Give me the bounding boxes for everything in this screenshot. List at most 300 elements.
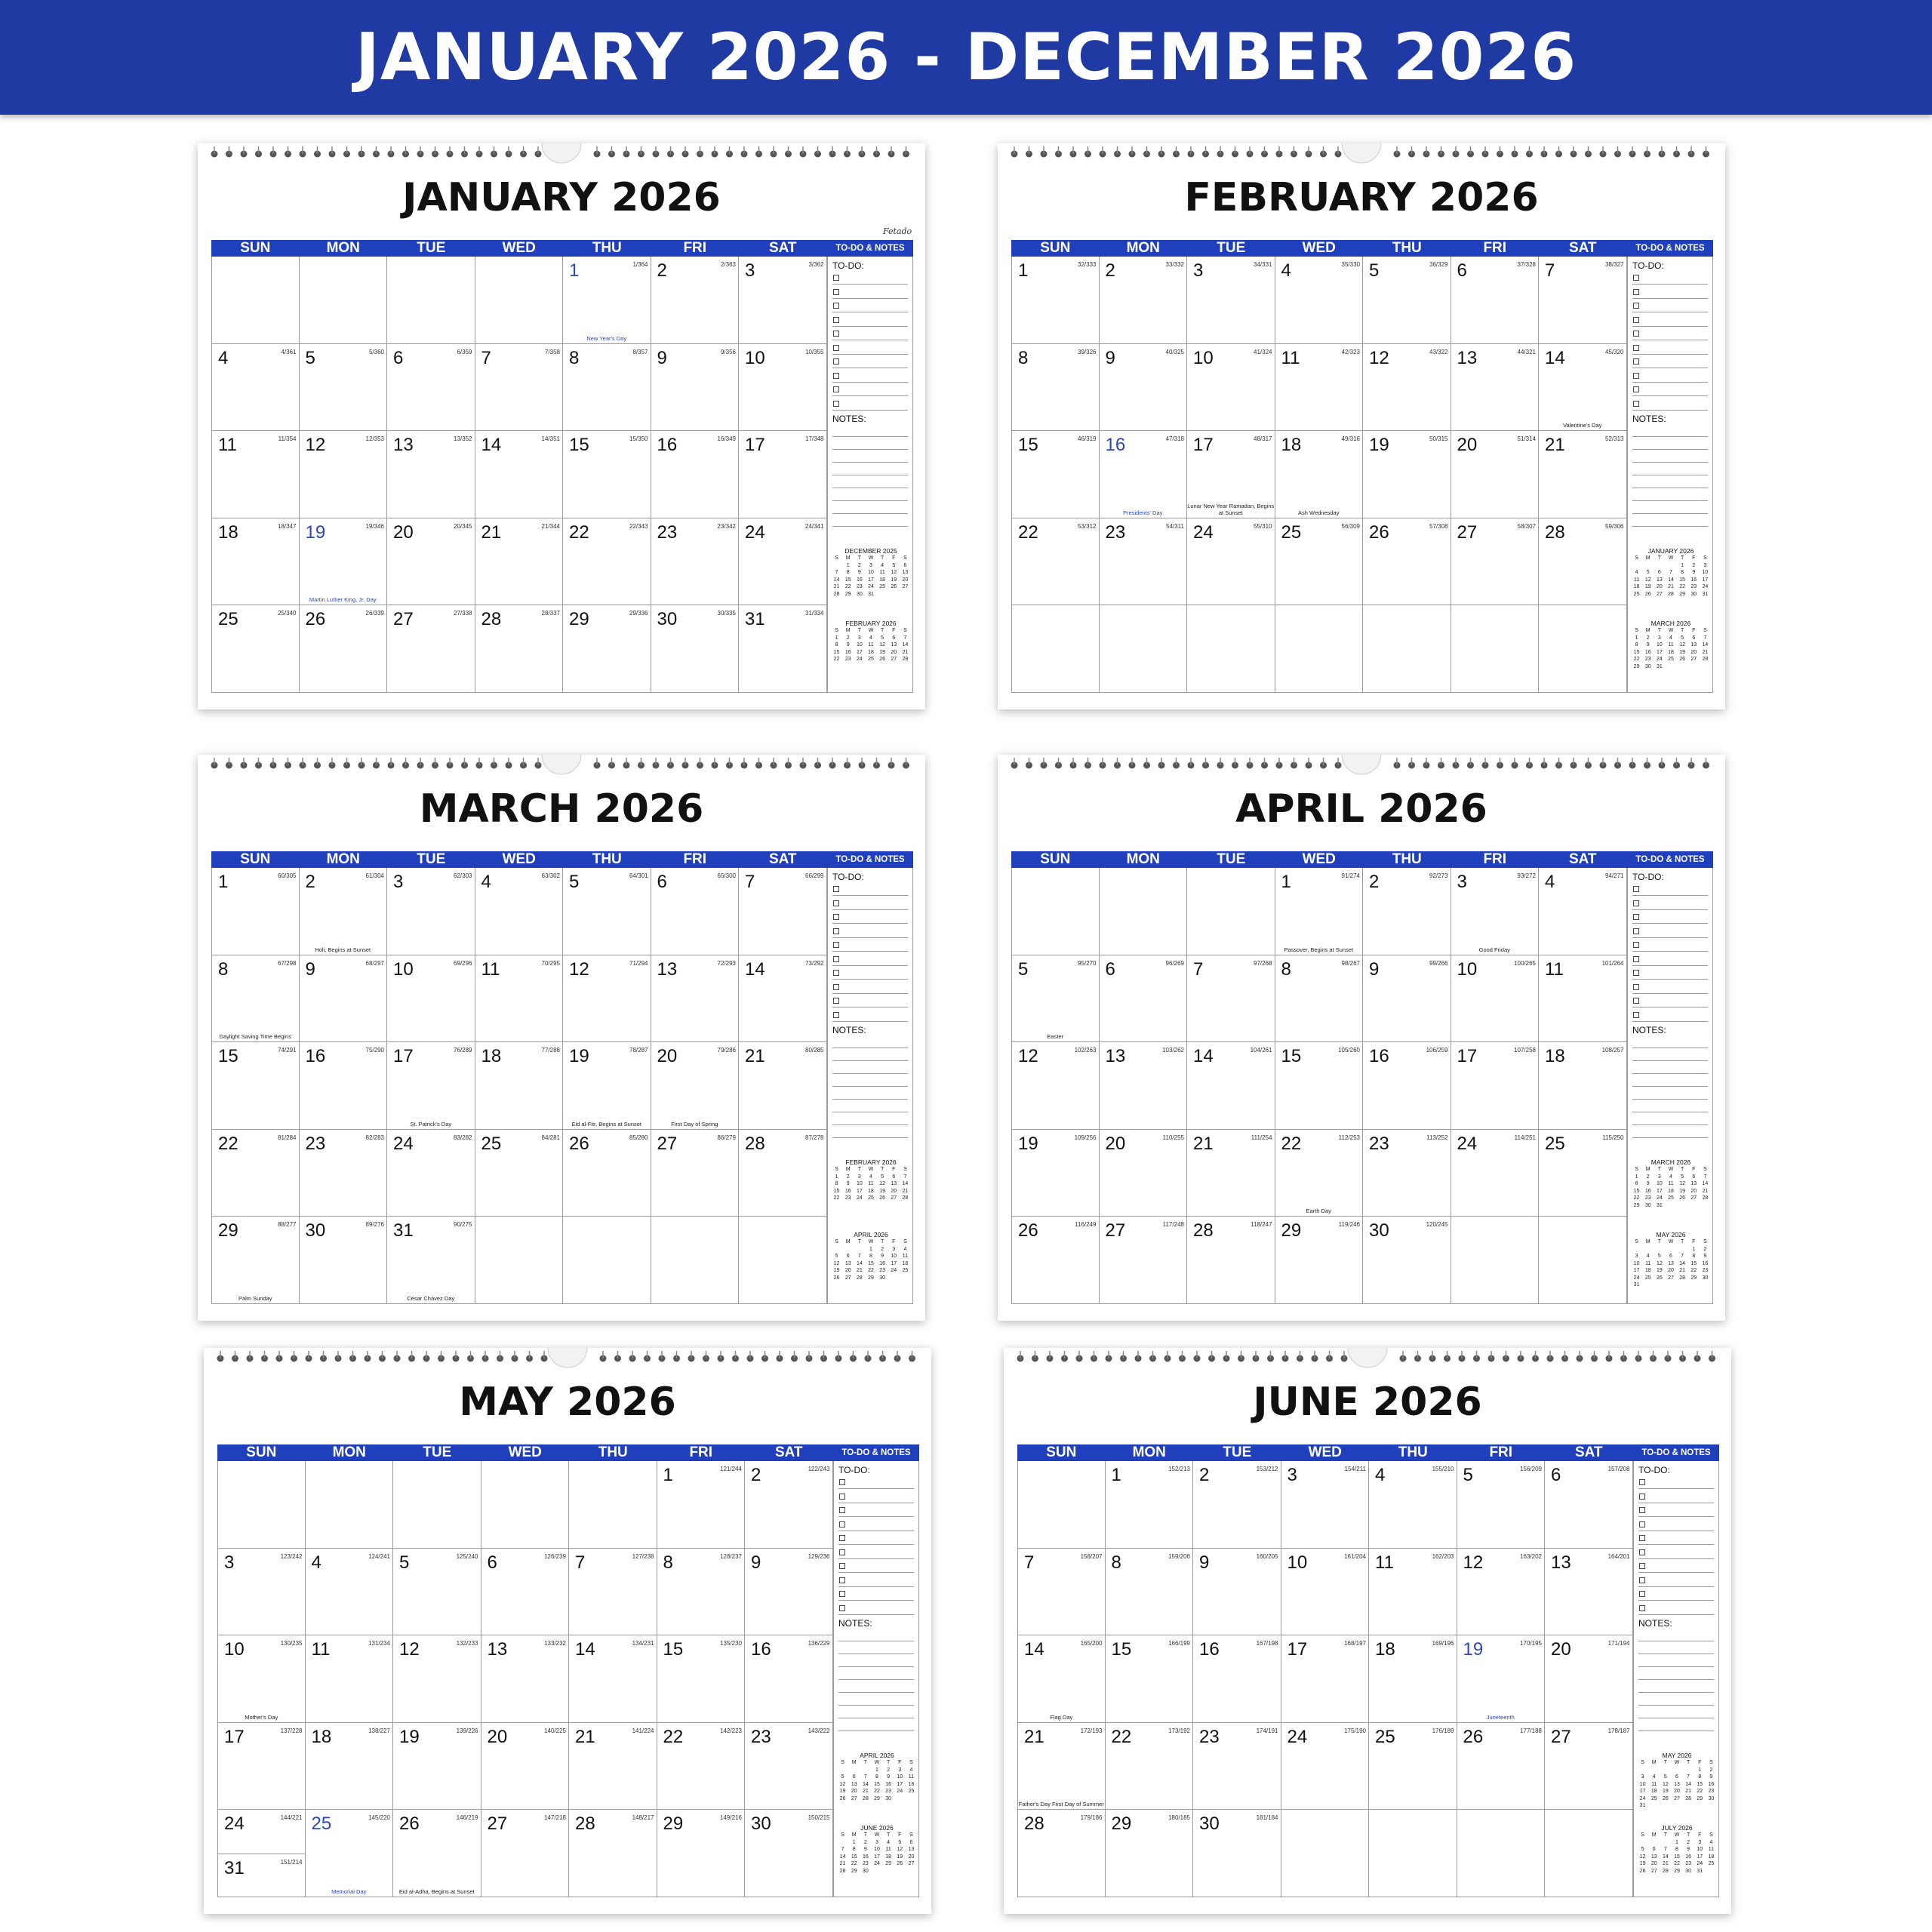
- mini-day: 25: [868, 1195, 874, 1201]
- checkbox-icon[interactable]: [1633, 303, 1639, 309]
- checkbox-icon[interactable]: [833, 275, 839, 281]
- note-line[interactable]: [838, 1666, 914, 1667]
- note-line[interactable]: [1638, 1679, 1714, 1680]
- day-cell: [481, 1635, 570, 1723]
- todo-item[interactable]: [832, 370, 908, 383]
- checkbox-icon[interactable]: [1633, 331, 1639, 337]
- todo-item[interactable]: [1638, 1560, 1714, 1573]
- checkbox-icon[interactable]: [1639, 1577, 1645, 1583]
- mini-day: 1: [1698, 1767, 1702, 1773]
- note-line[interactable]: [832, 1086, 908, 1087]
- todo-item[interactable]: [1632, 342, 1708, 355]
- checkbox-icon[interactable]: [1639, 1507, 1645, 1513]
- mini-day: [888, 1275, 900, 1282]
- checkbox-icon[interactable]: [833, 956, 839, 962]
- checkbox-icon[interactable]: [1633, 914, 1639, 920]
- day-slot: [1451, 955, 1539, 1043]
- note-line[interactable]: [1638, 1705, 1714, 1706]
- note-line[interactable]: [1632, 1124, 1708, 1125]
- todo-item[interactable]: [1638, 1588, 1714, 1601]
- mini-calendar: [831, 547, 911, 598]
- mini-day: 14: [856, 1260, 863, 1266]
- checkbox-icon[interactable]: [1633, 345, 1639, 351]
- todo-item[interactable]: [832, 925, 908, 938]
- day-cell: [475, 431, 564, 518]
- checkbox-icon[interactable]: [1633, 358, 1639, 365]
- day-number: 28: [1193, 1220, 1214, 1241]
- day-of-year: 39/326: [1078, 348, 1097, 355]
- todo-item[interactable]: [1632, 953, 1708, 966]
- todo-item[interactable]: [832, 383, 908, 396]
- checkbox-icon[interactable]: [1633, 998, 1639, 1004]
- mini-day: 9: [863, 1847, 867, 1852]
- month-title: MARCH 2026: [419, 786, 704, 832]
- checkbox-icon[interactable]: [839, 1479, 845, 1485]
- day-slot: [1100, 1130, 1187, 1217]
- day-slot: [563, 257, 651, 344]
- day-slot: [651, 1130, 739, 1217]
- day-cell: [1363, 1217, 1451, 1304]
- weekday-label: SUN: [1046, 1444, 1077, 1460]
- day-of-year: 158/207: [1080, 1552, 1103, 1560]
- day-cell: [1275, 1217, 1364, 1304]
- day-cell: [1193, 1635, 1281, 1723]
- todo-item[interactable]: [832, 967, 908, 980]
- todo-item[interactable]: [1632, 383, 1708, 396]
- mini-day: 24: [1656, 657, 1663, 662]
- day-slot: [387, 1217, 475, 1304]
- checkbox-icon[interactable]: [1633, 984, 1639, 990]
- day-of-year: 14/351: [541, 435, 560, 443]
- day-number: 6: [1457, 260, 1467, 281]
- todo-item[interactable]: [1632, 883, 1708, 896]
- day-of-year: 142/223: [720, 1727, 742, 1734]
- day-cell: [387, 955, 475, 1043]
- mini-day: 18: [908, 1781, 915, 1787]
- note-line[interactable]: [1638, 1730, 1714, 1731]
- day-cell: [745, 1635, 833, 1723]
- todo-item[interactable]: [1632, 314, 1708, 327]
- mini-weekday: T: [1657, 1167, 1661, 1172]
- todo-item[interactable]: [832, 995, 908, 1008]
- day-slot: [739, 1130, 826, 1217]
- todo-item[interactable]: [832, 272, 908, 285]
- day-number: 27: [393, 609, 414, 630]
- todo-item[interactable]: [1638, 1491, 1714, 1503]
- mini-day: 13: [902, 570, 909, 575]
- day-of-year: 53/312: [1078, 522, 1097, 530]
- mini-week-row: [1631, 1281, 1711, 1289]
- day-cell: [739, 431, 827, 518]
- day-number: 26: [569, 1133, 589, 1154]
- day-slot: [218, 1723, 305, 1810]
- todo-item[interactable]: [838, 1504, 914, 1517]
- mini-day: 20: [1690, 1188, 1697, 1194]
- note-line[interactable]: [1632, 513, 1708, 514]
- mini-weekday: T: [1680, 1167, 1684, 1172]
- todo-item[interactable]: [832, 328, 908, 340]
- day-slot: [745, 1810, 832, 1897]
- mini-day: [1700, 1281, 1711, 1289]
- day-number: 24: [224, 1814, 245, 1835]
- day-slot: [1281, 1723, 1369, 1810]
- checkbox-icon[interactable]: [833, 386, 839, 392]
- day-number: 1: [663, 1465, 673, 1485]
- day-cell: [569, 1635, 657, 1723]
- checkbox-icon[interactable]: [839, 1507, 845, 1513]
- mini-week-row: [831, 649, 911, 657]
- mini-day: 11: [1708, 1847, 1715, 1852]
- checkbox-icon[interactable]: [833, 289, 839, 295]
- mini-weekday: F: [1692, 1239, 1696, 1244]
- checkbox-icon[interactable]: [833, 998, 839, 1004]
- mini-day: 8: [852, 1847, 856, 1852]
- todo-item[interactable]: [1632, 272, 1708, 285]
- mini-day: [906, 1868, 917, 1875]
- mini-week-row: [831, 1267, 911, 1275]
- weekday-label: TUE: [417, 851, 446, 867]
- checkbox-icon[interactable]: [833, 970, 839, 976]
- checkbox-icon[interactable]: [833, 331, 839, 337]
- day-slot: [475, 431, 563, 518]
- checkbox-icon[interactable]: [839, 1591, 845, 1597]
- note-line[interactable]: [832, 1099, 908, 1100]
- mini-day: 30: [1644, 1202, 1651, 1208]
- checkbox-icon[interactable]: [839, 1535, 845, 1541]
- checkbox-icon[interactable]: [1639, 1535, 1645, 1541]
- note-line[interactable]: [1632, 1086, 1708, 1087]
- day-of-year: 69/296: [454, 959, 472, 967]
- day-slot: [651, 605, 739, 693]
- checkbox-icon[interactable]: [1633, 289, 1639, 295]
- day-of-year: 129/236: [808, 1552, 830, 1560]
- day-cell: [1100, 518, 1188, 606]
- todo-item[interactable]: [1632, 967, 1708, 980]
- checkbox-icon[interactable]: [1633, 928, 1639, 934]
- mini-week-row: [837, 1868, 917, 1875]
- day-number: 28: [575, 1814, 595, 1835]
- note-line[interactable]: [832, 500, 908, 501]
- note-line[interactable]: [838, 1679, 914, 1680]
- checkbox-icon[interactable]: [833, 373, 839, 379]
- note-line[interactable]: [838, 1692, 914, 1693]
- checkbox-icon[interactable]: [833, 358, 839, 365]
- mini-day: 19: [1662, 1789, 1669, 1794]
- day-of-year: 9/356: [720, 348, 736, 355]
- note-line[interactable]: [1632, 1137, 1708, 1138]
- note-line[interactable]: [832, 513, 908, 514]
- todo-item[interactable]: [838, 1560, 914, 1573]
- checkbox-icon[interactable]: [1639, 1479, 1645, 1485]
- month-title: JANUARY 2026: [402, 175, 721, 220]
- todo-item[interactable]: [838, 1491, 914, 1503]
- checkbox-icon[interactable]: [839, 1577, 845, 1583]
- checkbox-icon[interactable]: [833, 942, 839, 948]
- note-line[interactable]: [1632, 1060, 1708, 1061]
- note-line[interactable]: [832, 1060, 908, 1061]
- todo-item[interactable]: [1632, 398, 1708, 411]
- todo-item[interactable]: [1632, 995, 1708, 1008]
- todo-item[interactable]: [1632, 925, 1708, 938]
- todo-item[interactable]: [838, 1518, 914, 1531]
- mini-day: 3: [892, 1246, 896, 1252]
- todo-item[interactable]: [1638, 1504, 1714, 1517]
- todo-item[interactable]: [832, 911, 908, 924]
- mini-day: 16: [1708, 1781, 1715, 1787]
- checkbox-icon[interactable]: [833, 303, 839, 309]
- day-of-year: 126/239: [544, 1552, 566, 1560]
- todo-item[interactable]: [832, 342, 908, 355]
- todo-item[interactable]: [832, 300, 908, 312]
- day-number: 21: [1024, 1726, 1044, 1747]
- weekday-label: SUN: [1040, 240, 1071, 256]
- day-number: 12: [569, 958, 589, 980]
- weekday-label: THU: [1392, 240, 1422, 256]
- day-cell: [1539, 605, 1627, 693]
- todo-item[interactable]: [832, 883, 908, 896]
- mini-weekday: S: [1703, 628, 1707, 633]
- note-line[interactable]: [832, 1124, 908, 1125]
- todo-item[interactable]: [832, 953, 908, 966]
- todo-item[interactable]: [1632, 939, 1708, 952]
- day-slot: [1275, 1217, 1363, 1304]
- day-slot: [475, 1042, 563, 1130]
- todo-item[interactable]: [1638, 1518, 1714, 1531]
- todo-item[interactable]: [838, 1476, 914, 1489]
- mini-calendar: [831, 1158, 911, 1202]
- todo-item[interactable]: [1632, 897, 1708, 910]
- todo-item[interactable]: [832, 1009, 908, 1022]
- mini-day: 15: [833, 649, 840, 655]
- todo-item[interactable]: [1632, 370, 1708, 383]
- day-number: 23: [751, 1726, 771, 1747]
- mini-day: 23: [856, 584, 863, 589]
- todo-item[interactable]: [1632, 355, 1708, 368]
- note-line[interactable]: [832, 462, 908, 463]
- checkbox-icon[interactable]: [1633, 942, 1639, 948]
- day-of-year: 112/253: [1338, 1134, 1360, 1141]
- mini-day: 2: [846, 635, 850, 641]
- checkbox-icon[interactable]: [833, 886, 839, 892]
- mini-day: 22: [1633, 657, 1640, 662]
- mini-week-row: [831, 562, 911, 570]
- mini-day: 24: [891, 1268, 897, 1273]
- note-line[interactable]: [832, 449, 908, 450]
- todo-item[interactable]: [832, 398, 908, 411]
- todo-item[interactable]: [832, 286, 908, 299]
- mini-calendar-title: MARCH 2026: [1651, 1158, 1691, 1166]
- day-number: 13: [487, 1639, 508, 1660]
- note-line[interactable]: [1632, 449, 1708, 450]
- mini-day: 21: [1662, 1861, 1669, 1866]
- mini-day: [1637, 1839, 1648, 1847]
- day-slot: [1451, 1042, 1539, 1130]
- checkbox-icon[interactable]: [839, 1605, 845, 1611]
- checkbox-icon[interactable]: [1633, 401, 1639, 407]
- checkbox-icon[interactable]: [839, 1549, 845, 1555]
- todo-item[interactable]: [838, 1588, 914, 1601]
- day-of-year: 169/196: [1432, 1640, 1454, 1647]
- mini-day: 2: [846, 1174, 850, 1180]
- todo-item[interactable]: [1632, 981, 1708, 994]
- todo-item[interactable]: [1638, 1602, 1714, 1615]
- day-number: 23: [657, 521, 678, 543]
- day-cell: [306, 1723, 394, 1810]
- checkbox-icon[interactable]: [1639, 1591, 1645, 1597]
- mini-weekday: S: [841, 1832, 844, 1838]
- todo-item[interactable]: [1638, 1532, 1714, 1545]
- holiday-label: Good Friday: [1478, 946, 1510, 953]
- mini-day: 9: [846, 1181, 850, 1186]
- day-of-year: 146/219: [456, 1814, 478, 1822]
- todo-item[interactable]: [1632, 300, 1708, 312]
- wire-binding: [198, 143, 925, 162]
- note-line[interactable]: [1632, 462, 1708, 463]
- mini-day: 22: [833, 1195, 840, 1201]
- note-line[interactable]: [832, 1073, 908, 1074]
- day-of-year: 103/262: [1162, 1047, 1184, 1054]
- day-cell: [1106, 1461, 1194, 1549]
- note-line[interactable]: [832, 526, 908, 527]
- mini-week-row: [1631, 1180, 1711, 1188]
- checkbox-icon[interactable]: [839, 1563, 845, 1569]
- mini-day: 20: [1651, 1861, 1657, 1866]
- todo-item[interactable]: [1632, 286, 1708, 299]
- day-number: 6: [487, 1552, 497, 1573]
- todo-item[interactable]: [832, 939, 908, 952]
- note-line[interactable]: [1638, 1666, 1714, 1667]
- day-number: 2: [1199, 1465, 1210, 1485]
- checkbox-icon[interactable]: [1639, 1549, 1645, 1555]
- todo-item[interactable]: [1638, 1476, 1714, 1489]
- todo-item[interactable]: [1632, 1009, 1708, 1022]
- day-number: 12: [1463, 1552, 1484, 1573]
- day-slot: [1281, 1461, 1369, 1549]
- checkbox-icon[interactable]: [1639, 1521, 1645, 1527]
- day-number: 11: [1375, 1552, 1394, 1573]
- mini-week-row: [831, 569, 911, 577]
- checkbox-icon[interactable]: [833, 914, 839, 920]
- checkbox-icon[interactable]: [1639, 1605, 1645, 1611]
- todo-item[interactable]: [838, 1546, 914, 1559]
- day-number: 5: [399, 1552, 410, 1573]
- todo-item[interactable]: [838, 1574, 914, 1587]
- checkbox-icon[interactable]: [1639, 1563, 1645, 1569]
- note-line[interactable]: [832, 1137, 908, 1138]
- day-of-year: 74/291: [278, 1047, 297, 1054]
- day-number: 12: [1369, 347, 1389, 368]
- todo-item[interactable]: [1638, 1546, 1714, 1559]
- note-line[interactable]: [838, 1705, 914, 1706]
- checkbox-icon[interactable]: [1633, 886, 1639, 892]
- checkbox-icon[interactable]: [833, 401, 839, 407]
- checkbox-icon[interactable]: [1633, 275, 1639, 281]
- day-of-year: 2/363: [720, 261, 736, 268]
- todo-item[interactable]: [1632, 911, 1708, 924]
- todo-item[interactable]: [832, 981, 908, 994]
- checkbox-icon[interactable]: [833, 900, 839, 906]
- todo-item[interactable]: [838, 1532, 914, 1545]
- holiday-label: Mother's Day: [245, 1713, 278, 1721]
- day-cell: [1011, 518, 1100, 606]
- note-line[interactable]: [1632, 526, 1708, 527]
- checkbox-icon[interactable]: [833, 345, 839, 351]
- note-line[interactable]: [1632, 500, 1708, 501]
- day-of-year: 96/269: [1165, 959, 1184, 967]
- note-line[interactable]: [1632, 1099, 1708, 1100]
- mini-day: 8: [875, 1774, 878, 1780]
- checkbox-icon[interactable]: [1633, 386, 1639, 392]
- day-slot: [1193, 1810, 1281, 1897]
- day-of-year: 95/270: [1078, 959, 1097, 967]
- day-number: 1: [1281, 872, 1291, 892]
- checkbox-icon[interactable]: [833, 984, 839, 990]
- mini-day: [894, 1795, 906, 1803]
- hanger-hook: [542, 755, 581, 774]
- todo-item[interactable]: [832, 314, 908, 327]
- mini-day: 30: [879, 1275, 886, 1281]
- checkbox-icon[interactable]: [1639, 1494, 1645, 1500]
- checkbox-icon[interactable]: [1633, 317, 1639, 323]
- todo-item[interactable]: [1638, 1574, 1714, 1587]
- wire-binding-graphic: [198, 755, 925, 785]
- mini-day: [1631, 562, 1642, 570]
- note-line[interactable]: [832, 436, 908, 437]
- checkbox-icon[interactable]: [1633, 1012, 1639, 1018]
- checkbox-icon[interactable]: [839, 1521, 845, 1527]
- mini-day: [1648, 1839, 1660, 1847]
- todo-item[interactable]: [1632, 328, 1708, 340]
- note-line[interactable]: [1632, 1073, 1708, 1074]
- checkbox-icon[interactable]: [839, 1494, 845, 1500]
- weekday-header: [217, 1444, 919, 1461]
- day-number: 25: [218, 609, 238, 630]
- mini-day: 21: [1702, 649, 1709, 655]
- checkbox-icon[interactable]: [1633, 900, 1639, 906]
- day-slot: [1451, 518, 1539, 606]
- checkbox-icon[interactable]: [1633, 373, 1639, 379]
- note-line[interactable]: [1632, 436, 1708, 437]
- note-line[interactable]: [838, 1730, 914, 1731]
- day-cell: [1451, 518, 1540, 606]
- holiday-label: Flag Day: [1050, 1713, 1073, 1721]
- mini-day: 9: [881, 1254, 884, 1259]
- checkbox-icon[interactable]: [833, 1012, 839, 1018]
- mini-day: 29: [851, 1868, 857, 1874]
- todo-item[interactable]: [838, 1602, 914, 1615]
- checkbox-icon[interactable]: [833, 928, 839, 934]
- day-of-year: 13/352: [454, 435, 472, 443]
- day-cell: [651, 1042, 740, 1130]
- todo-item[interactable]: [832, 355, 908, 368]
- checkbox-icon[interactable]: [1633, 956, 1639, 962]
- day-of-year: 44/321: [1517, 348, 1536, 355]
- day-cell: [211, 257, 300, 344]
- day-slot: [1369, 1635, 1457, 1723]
- todo-item[interactable]: [832, 897, 908, 910]
- checkbox-icon[interactable]: [1633, 970, 1639, 976]
- mini-week-row: [837, 1846, 917, 1854]
- note-line[interactable]: [1638, 1692, 1714, 1693]
- mini-day: [1688, 1202, 1700, 1210]
- day-number: 31: [224, 1858, 245, 1879]
- day-slot: [1100, 431, 1187, 518]
- mini-day: 23: [862, 1861, 869, 1866]
- checkbox-icon[interactable]: [833, 317, 839, 323]
- day-of-year: 42/323: [1341, 348, 1360, 355]
- day-slot: [212, 431, 299, 518]
- day-slot: [1275, 344, 1363, 432]
